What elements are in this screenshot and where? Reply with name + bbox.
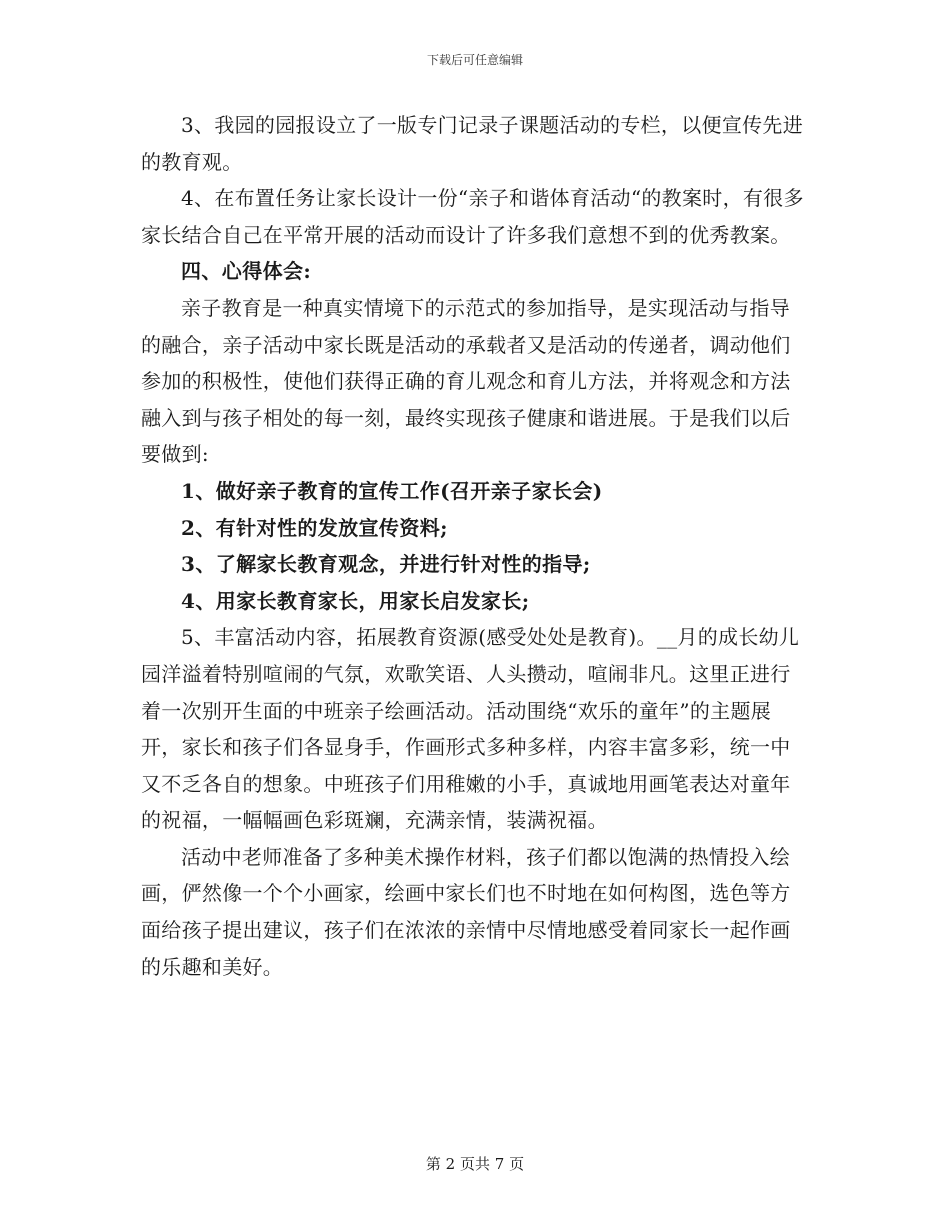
- paragraph-item-3: 3、我园的园报设立了一版专门记录子课题活动的专栏，以便宣传先进的教育观。: [141, 113, 804, 174]
- paragraph-item-5: 5、丰富活动内容，拓展教育资源(感受处处是教育)。__月的成长幼儿园洋溢着特别喧闹的气氛，欢歌笑语、人头攒动，喧闹非凡。这里正进行着一次别开生面的中班亲子绘画活动。活动围绕“欢乐的童年”的主题展开，家长和孩子们各显身手，作画形式多种多样，内容丰富多彩，统一中又不乏各自的想象。中班孩子们用稚嫩的小手，真诚地用画笔表达对童年的祝福，一幅幅画色彩斑斓，充满亲情，装满祝福。: [141, 625, 800, 833]
- section-heading: 四、心得体会:: [181, 259, 312, 284]
- page-header: 下载后可任意编辑: [426, 53, 523, 67]
- paragraph-activity: 活动中老师准备了多种美术操作材料，孩子们都以饱满的热情投入绘画，俨然像一个个小画家，绘画中家长们也不时地在如何构图，选色等方面给孩子提出建议，孩子们在浓浓的亲情中尽情地感受着同家长一起作画的乐趣和美好。: [141, 844, 791, 979]
- action-item-3: 3、了解家长教育观念，并进行针对性的指导;: [181, 552, 591, 577]
- action-item-4: 4、用家长教育家长，用家长启发家长;: [181, 588, 530, 613]
- page-number: 第 2 页共 7 页: [425, 1155, 525, 1173]
- document-body: [141, 107, 809, 985]
- paragraph-reflection: 亲子教育是一种真实情境下的示范式的参加指导，是实现活动与指导的融合，亲子活动中家长既是活动的承载者又是活动的传递者，调动他们参加的积极性，使他们获得正确的育儿观念和育儿方法，并将观念和方法融入到与孩子相处的每一刻，最终实现孩子健康和谐进展。于是我们以后要做到:: [141, 295, 791, 467]
- action-item-2: 2、有针对性的发放宣传资料;: [181, 515, 448, 540]
- paragraph-item-4: 4、在布置任务让家长设计一份“亲子和谐体育活动“的教案时，有很多家长结合自己在平常开展的活动而设计了许多我们意想不到的优秀教案。: [141, 186, 804, 247]
- action-item-1: 1、做好亲子教育的宣传工作(召开亲子家长会): [181, 478, 603, 503]
